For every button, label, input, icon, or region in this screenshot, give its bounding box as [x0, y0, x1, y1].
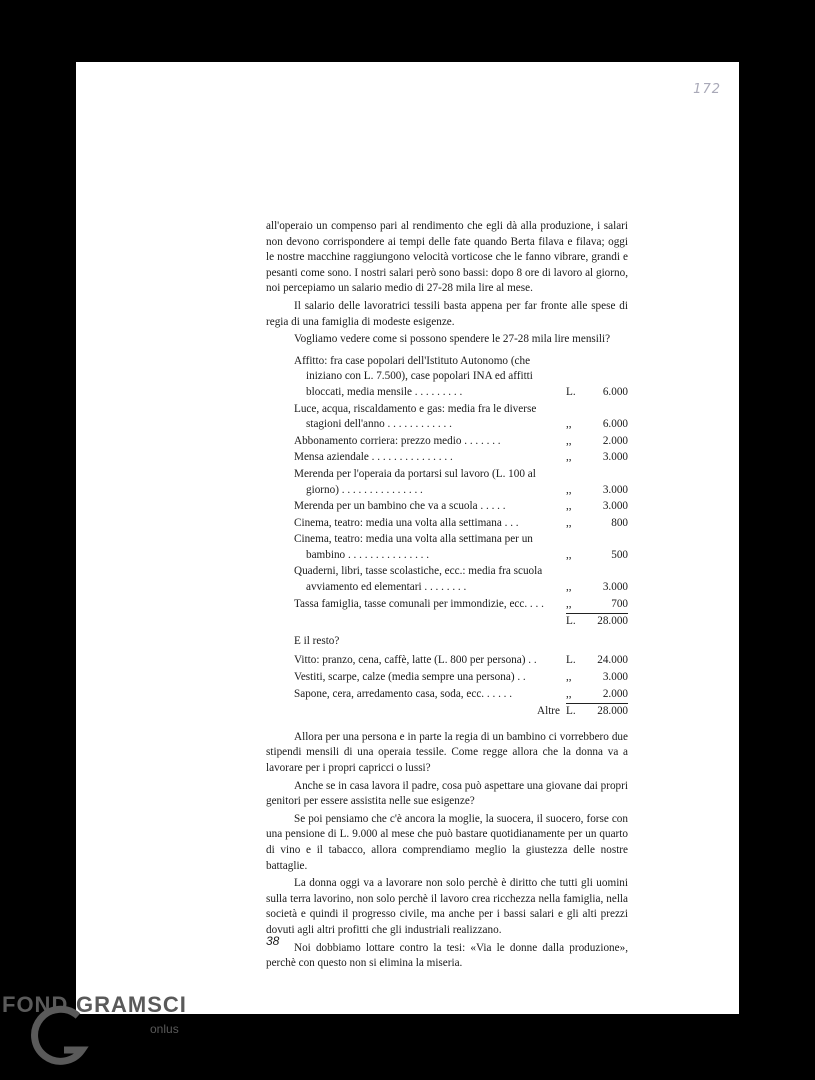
rest-currency: L.	[566, 654, 576, 667]
budget-currency: ,,	[566, 434, 572, 447]
budget-amount: 3.000	[602, 451, 628, 464]
body-text	[266, 219, 628, 974]
budget-desc: Tassa famiglia, tasse comunali per immondizie, ecc. . . .	[294, 597, 544, 610]
budget-desc: Merenda per un bambino che va a scuola . . . . .	[294, 500, 506, 513]
document-page	[76, 62, 739, 1014]
budget-row	[294, 354, 628, 401]
budget-row	[294, 516, 628, 532]
budget-row	[294, 434, 628, 450]
rest-desc: Vestiti, scarpe, calze (media sempre una persona) . .	[294, 671, 526, 684]
budget-row	[294, 450, 628, 466]
budget-amount: 6.000	[602, 385, 628, 398]
paragraph-6: Se poi pensiamo che c'è ancora la moglie, la suocera, il suocero, forse con una pensione di L. 9.000 al mese che può bastare quotidianamente per un quarto di vino e il tabacco, allora comprendiamo meglio la giustezza delle nostre battaglie.	[266, 812, 628, 872]
rest-desc: Vitto: pranzo, cena, caffè, latte (L. 800 per persona) . .	[294, 654, 537, 667]
budget-total	[294, 614, 628, 630]
rest-row	[294, 653, 628, 669]
paragraph-7: La donna oggi va a lavorare non solo perchè è diritto che tutti gli uomini sulla terra lavorino, non solo perchè il lavoro crea ricchezza nella famiglia, nella società e quindi il progresso civile, ma anche per i bassi salari e gli alti prezzi dovuti agli altri profitti che gli industriali realizzano.	[266, 877, 628, 936]
budget-currency: ,,	[566, 483, 572, 496]
budget-table	[294, 354, 628, 720]
budget-currency: L.	[566, 385, 576, 398]
rest-total-label: Altre	[537, 705, 560, 718]
paragraph-5: Anche se in casa lavora il padre, cosa può aspettare una giovane dai propri genitori per essere assistita nelle sue esigenze?	[266, 779, 628, 808]
rest-total-amount: 28.000	[597, 705, 628, 718]
watermark-text-2: GRAMSCI	[76, 992, 187, 1017]
budget-desc: Luce, acqua, riscaldamento e gas: media fra le diverse stagioni dell'anno . . . . . . . . . . . .	[294, 402, 537, 431]
handwritten-page-mark: 172	[693, 82, 721, 97]
budget-currency: ,,	[566, 500, 572, 513]
budget-amount: 800	[611, 516, 628, 529]
budget-currency: ,,	[566, 418, 572, 431]
budget-amount: 3.000	[602, 500, 628, 513]
budget-row	[294, 532, 628, 563]
paragraph-8: Noi dobbiamo lottare contro la tesi: «Via le donne dalla produzione», perchè con questo non si elimina la miseria.	[266, 941, 628, 970]
paragraph-1: all'operaio un compenso pari al rendimento che egli dà alla produzione, i salari non devono corrispondere ai tempi delle fate quando Berta filava e filava; oggi le nostre macchine raggiungono velocità vorticose che le fanno vibrare, grandi e pesanti come sono. I nostri salari però sono bassi: dopo 8 ore di lavoro al giorno, noi percepiamo un salario medio di 27-28 mila lire al mese.	[266, 220, 628, 295]
budget-amount: 3.000	[602, 581, 628, 594]
budget-amount: 6.000	[602, 418, 628, 431]
watermark-logo	[0, 990, 240, 1080]
budget-desc: Quaderni, libri, tasse scolastiche, ecc.: media fra scuola avviamento ed elementari . . . . . . . .	[294, 565, 543, 594]
rest-amount: 2.000	[602, 687, 628, 700]
budget-row	[294, 499, 628, 515]
rest-currency: ,,	[566, 671, 572, 684]
paragraph-4: Allora per una persona e in parte la regia di un bambino ci vorrebbero due stipendi mensili di una operaia tessile. Come regge allora che la donna va a lavorare per i propri capricci o lussi?	[266, 730, 628, 774]
page-number: 38	[266, 934, 280, 948]
budget-currency: ,,	[566, 548, 572, 561]
budget-row	[294, 597, 628, 613]
rest-total-currency: L.	[566, 705, 576, 718]
budget-currency: ,,	[566, 581, 572, 594]
budget-desc: Affitto: fra case popolari dell'Istituto Autonomo (che iniziano con L. 7.500), case popolari INA ed affitti bloccati, media mensile . . . . . . . . .	[294, 354, 533, 398]
watermark-text-1: FOND	[2, 992, 69, 1017]
budget-amount: 700	[611, 597, 628, 610]
paragraph-2: Il salario delle lavoratrici tessili basta appena per far fronte alle spese di regia di una famiglia di modeste esigenze.	[266, 299, 628, 328]
budget-desc: Mensa aziendale . . . . . . . . . . . . . . .	[294, 451, 453, 464]
rest-row	[294, 670, 628, 686]
budget-amount: 3.000	[602, 483, 628, 496]
budget-amount: 2.000	[602, 434, 628, 447]
rest-total	[294, 704, 628, 720]
budget-currency: ,,	[566, 597, 572, 610]
budget-desc: Merenda per l'operaia da portarsi sul lavoro (L. 100 al giorno) . . . . . . . . . . . . . . .	[294, 467, 536, 496]
rest-amount: 3.000	[602, 671, 628, 684]
rest-amount: 24.000	[597, 654, 628, 667]
budget-desc: Cinema, teatro: media una volta alla settimana per un bambino . . . . . . . . . . . . . . .	[294, 533, 533, 561]
budget-desc: Abbonamento corriera: prezzo medio . . . . . . .	[294, 434, 501, 447]
rest-row	[294, 687, 628, 703]
rest-heading: E il resto?	[294, 634, 340, 647]
rest-desc: Sapone, cera, arredamento casa, soda, ecc. . . . . .	[294, 687, 513, 700]
total-currency: L.	[566, 615, 576, 628]
paragraph-3: Vogliamo vedere come si possono spendere le 27-28 mila lire mensili?	[294, 333, 611, 346]
budget-currency: ,,	[566, 451, 572, 464]
budget-row	[294, 564, 628, 595]
budget-amount: 500	[611, 548, 628, 561]
budget-row	[294, 467, 628, 498]
total-amount: 28.000	[597, 615, 628, 628]
watermark-text-3: onlus	[150, 1022, 179, 1036]
rest-currency: ,,	[566, 687, 572, 700]
budget-desc: Cinema, teatro: media una volta alla settimana . . .	[294, 516, 519, 529]
budget-row	[294, 402, 628, 433]
budget-currency: ,,	[566, 516, 572, 529]
